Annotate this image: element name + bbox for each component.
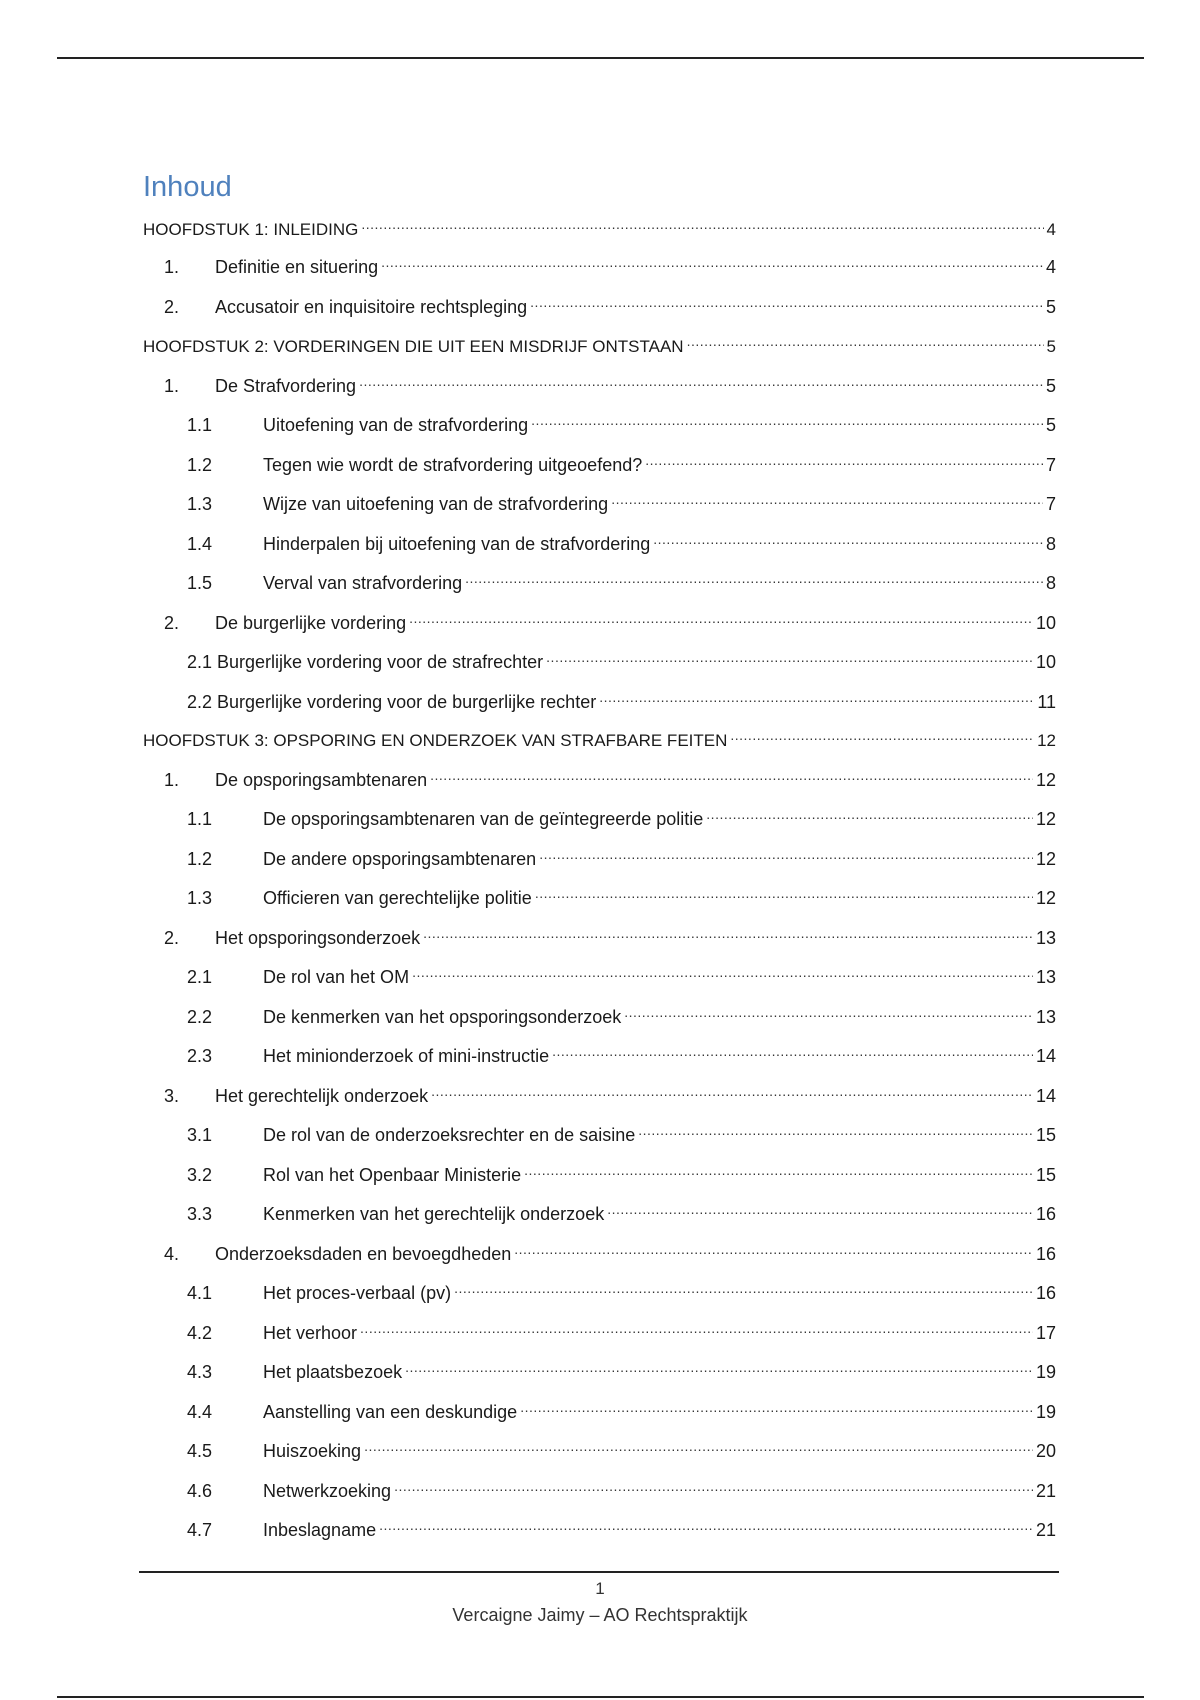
toc-title: Inhoud xyxy=(143,171,232,203)
toc-entry-page: 12 xyxy=(1035,809,1056,829)
toc-entry-page: 12 xyxy=(1035,888,1056,908)
toc-entry-title: Aanstelling van een deskundige xyxy=(263,1402,518,1422)
dot-leader xyxy=(359,370,1043,392)
toc-entry-number: 4.4 xyxy=(187,1402,213,1422)
toc-entry-title: Het proces-verbaal (pv) xyxy=(263,1283,452,1303)
dot-leader xyxy=(531,409,1043,431)
toc-entry-title: De burgerlijke vordering xyxy=(215,613,407,633)
toc-entry[interactable] xyxy=(187,1277,1056,1303)
toc-entry[interactable] xyxy=(164,291,1056,317)
dot-leader xyxy=(552,1040,1033,1062)
dot-leader xyxy=(431,1080,1033,1102)
toc-entry-page: 19 xyxy=(1035,1402,1056,1422)
toc-entry-page: 19 xyxy=(1035,1362,1056,1382)
dot-leader xyxy=(638,1119,1033,1141)
toc-entry[interactable] xyxy=(164,1238,1056,1264)
toc-entry-number: 1.2 xyxy=(187,455,213,475)
toc-entry[interactable] xyxy=(187,1317,1056,1343)
toc-entry-number: 2.2 xyxy=(187,1007,213,1027)
dot-leader xyxy=(405,1356,1033,1378)
toc-entry[interactable] xyxy=(164,370,1056,396)
toc-entry-title: De Strafvordering xyxy=(215,376,357,396)
toc-entry-title: Accusatoir en inquisitoire rechtspleging xyxy=(215,297,528,317)
toc-entry-number: 1.4 xyxy=(187,534,213,554)
dot-leader xyxy=(524,1159,1033,1181)
toc-entry-number: 3.3 xyxy=(187,1204,213,1224)
toc-entry-page: 21 xyxy=(1035,1481,1056,1501)
dot-leader xyxy=(546,646,1033,668)
toc-entry[interactable] xyxy=(187,1514,1056,1540)
toc-entry-number: 1.3 xyxy=(187,888,213,908)
toc-entry-page: 8 xyxy=(1045,534,1056,554)
toc-entry-title: HOOFDSTUK 2: VORDERINGEN DIE UIT EEN MISDRIJF ONTSTAAN xyxy=(143,337,684,356)
toc-entry-title: De kenmerken van het opsporingsonderzoek xyxy=(263,1007,622,1027)
footer-page-number: 1 xyxy=(595,1579,605,1598)
toc-entry-number: 2.3 xyxy=(187,1046,213,1066)
toc-entry[interactable] xyxy=(187,1001,1056,1027)
footer-rule xyxy=(139,1571,1059,1573)
toc-entry-number: 3. xyxy=(164,1086,180,1106)
toc-entry-page: 5 xyxy=(1045,297,1056,317)
toc-entry-page: 16 xyxy=(1035,1283,1056,1303)
toc-entry-number: 2. xyxy=(164,297,180,317)
toc-entry-page: 17 xyxy=(1035,1323,1056,1343)
toc-entry[interactable] xyxy=(187,488,1056,514)
toc-entry-chapter-2[interactable] xyxy=(143,330,1056,356)
dot-leader xyxy=(412,961,1033,983)
page-bottom-rule xyxy=(57,1696,1144,1698)
dot-leader xyxy=(611,488,1043,510)
toc-entry-number: 1. xyxy=(164,770,180,790)
toc-entry-number: 1.2 xyxy=(187,849,213,869)
dot-leader xyxy=(379,1514,1033,1536)
toc-entry-title: Huiszoeking xyxy=(263,1441,362,1461)
toc-entry-number: 1.3 xyxy=(187,494,213,514)
toc-entry[interactable] xyxy=(187,567,1056,593)
dot-leader xyxy=(454,1277,1033,1299)
toc-entry[interactable] xyxy=(187,882,1056,908)
toc-entry-title: Inbeslagname xyxy=(263,1520,377,1540)
dot-leader xyxy=(687,330,1044,352)
toc-entry-title: Netwerkzoeking xyxy=(263,1481,392,1501)
toc-entry-title: De opsporingsambtenaren van de geïntegreerde politie xyxy=(263,809,704,829)
dot-leader xyxy=(645,449,1043,471)
dot-leader xyxy=(465,567,1043,589)
toc-entry-page: 11 xyxy=(1037,692,1056,712)
toc-entry-page: 13 xyxy=(1035,928,1056,948)
toc-entry[interactable] xyxy=(164,1080,1056,1106)
toc-entry-number: 1.1 xyxy=(187,809,213,829)
toc-entry-number: 4. xyxy=(164,1244,180,1264)
toc-entry-title: Het plaatsbezoek xyxy=(263,1362,403,1382)
toc-entry-title: De opsporingsambtenaren xyxy=(215,770,428,790)
toc-entry-page: 5 xyxy=(1045,376,1056,396)
toc-entry-number: 2. xyxy=(164,928,180,948)
toc-entry-number: 4.6 xyxy=(187,1481,213,1501)
dot-leader xyxy=(706,803,1033,825)
toc-entry-page: 4 xyxy=(1046,220,1056,239)
toc-entry-title: De andere opsporingsambtenaren xyxy=(263,849,537,869)
dot-leader xyxy=(364,1435,1033,1457)
toc-entry-title: Uitoefening van de strafvordering xyxy=(263,415,529,435)
toc-entry-title: Het gerechtelijk onderzoek xyxy=(215,1086,429,1106)
dot-leader xyxy=(653,528,1043,550)
toc-entry[interactable] xyxy=(187,843,1056,869)
toc-entry-page: 13 xyxy=(1035,967,1056,987)
toc-entry[interactable] xyxy=(187,1475,1056,1501)
toc-entry-title: Het opsporingsonderzoek xyxy=(215,928,421,948)
toc-entry-page: 16 xyxy=(1035,1244,1056,1264)
toc-entry-page: 8 xyxy=(1045,573,1056,593)
toc-entry-page: 10 xyxy=(1035,613,1056,633)
toc-entry-title: Tegen wie wordt de strafvordering uitgeoefend? xyxy=(263,455,643,475)
toc-entry-title: Hinderpalen bij uitoefening van de strafvordering xyxy=(263,534,651,554)
toc-entry-number: 3.2 xyxy=(187,1165,213,1185)
toc-entry[interactable] xyxy=(187,409,1056,435)
toc-entry-title: Onderzoeksdaden en bevoegdheden xyxy=(215,1244,512,1264)
toc-entry-title: HOOFDSTUK 1: INLEIDING xyxy=(143,220,359,239)
dot-leader xyxy=(535,882,1033,904)
toc-entry-page: 13 xyxy=(1035,1007,1056,1027)
toc-entry[interactable] xyxy=(187,1435,1056,1461)
toc-entry-number: 1. xyxy=(164,376,180,396)
toc-entry-title: 2.2 Burgerlijke vordering voor de burgerlijke rechter xyxy=(187,692,597,712)
toc-entry-number: 1.1 xyxy=(187,415,213,435)
toc-entry-number: 4.5 xyxy=(187,1441,213,1461)
toc-entry-chapter-1[interactable] xyxy=(143,213,1056,239)
toc-entry-page: 10 xyxy=(1035,652,1056,672)
toc-entry-page: 12 xyxy=(1037,731,1056,750)
toc-entry[interactable] xyxy=(187,961,1056,987)
toc-entry-page: 21 xyxy=(1035,1520,1056,1540)
toc-entry-number: 4.7 xyxy=(187,1520,213,1540)
toc-entry-page: 15 xyxy=(1035,1125,1056,1145)
dot-leader xyxy=(409,607,1033,629)
toc-entry-page: 7 xyxy=(1045,494,1056,514)
toc-entry-page: 5 xyxy=(1046,337,1056,356)
toc-entry[interactable] xyxy=(187,1356,1056,1382)
toc-entry[interactable] xyxy=(187,528,1056,554)
toc-entry[interactable] xyxy=(187,686,1056,712)
toc-entry-page: 12 xyxy=(1035,770,1056,790)
footer-author-course: Vercaigne Jaimy – AO Rechtspraktijk xyxy=(452,1605,748,1625)
toc-entry-title: 2.1 Burgerlijke vordering voor de strafrechter xyxy=(187,652,544,672)
toc-entry[interactable] xyxy=(187,1396,1056,1422)
dot-leader xyxy=(520,1396,1033,1418)
toc-entry-number: 3.1 xyxy=(187,1125,213,1145)
toc-entry-number: 1.5 xyxy=(187,573,213,593)
toc-entry[interactable] xyxy=(187,1119,1056,1145)
dot-leader xyxy=(539,843,1033,865)
toc-entry-number: 1. xyxy=(164,257,180,277)
toc-entry[interactable] xyxy=(187,803,1056,829)
dot-leader xyxy=(624,1001,1033,1023)
toc-entry[interactable] xyxy=(164,922,1056,948)
toc-entry-page: 16 xyxy=(1035,1204,1056,1224)
dot-leader xyxy=(361,213,1043,235)
toc-entry[interactable] xyxy=(187,1040,1056,1066)
dot-leader xyxy=(394,1475,1033,1497)
toc-entry[interactable] xyxy=(187,646,1056,672)
toc-entry-number: 4.2 xyxy=(187,1323,213,1343)
toc-entry-title: Verval van strafvordering xyxy=(263,573,463,593)
dot-leader xyxy=(360,1317,1033,1339)
toc-entry[interactable] xyxy=(164,251,1056,277)
toc-entry-chapter-3[interactable] xyxy=(143,724,1056,750)
toc-entry[interactable] xyxy=(187,449,1056,475)
toc-entry-title: Het verhoor xyxy=(263,1323,358,1343)
dot-leader xyxy=(730,724,1034,746)
toc-entry-page: 7 xyxy=(1045,455,1056,475)
toc-entry[interactable] xyxy=(164,764,1056,790)
toc-entry[interactable] xyxy=(187,1198,1056,1224)
toc-entry-page: 4 xyxy=(1045,257,1056,277)
dot-leader xyxy=(607,1198,1033,1220)
toc-entry-page: 14 xyxy=(1035,1046,1056,1066)
toc-entry-number: 4.1 xyxy=(187,1283,213,1303)
toc-entry-page: 12 xyxy=(1035,849,1056,869)
toc-entry[interactable] xyxy=(187,1159,1056,1185)
toc-entry[interactable] xyxy=(164,607,1056,633)
toc-entry-title: Officieren van gerechtelijke politie xyxy=(263,888,532,908)
dot-leader xyxy=(430,764,1033,786)
toc-entry-page: 20 xyxy=(1035,1441,1056,1461)
toc-entry-title: De rol van het OM xyxy=(263,967,410,987)
dot-leader xyxy=(423,922,1033,944)
dot-leader xyxy=(599,686,1034,708)
toc-entry-title: Kenmerken van het gerechtelijk onderzoek xyxy=(263,1204,605,1224)
toc-entry-title: HOOFDSTUK 3: OPSPORING EN ONDERZOEK VAN STRAFBARE FEITEN xyxy=(143,731,728,750)
toc-entry-title: Rol van het Openbaar Ministerie xyxy=(263,1165,522,1185)
dot-leader xyxy=(530,291,1043,313)
toc-entry-page: 14 xyxy=(1035,1086,1056,1106)
toc-entry-number: 2.1 xyxy=(187,967,213,987)
toc-entry-title: De rol van de onderzoeksrechter en de saisine xyxy=(263,1125,636,1145)
toc-entry-title: Wijze van uitoefening van de strafvordering xyxy=(263,494,609,514)
toc-entry-title: Definitie en situering xyxy=(215,257,379,277)
toc-entry-number: 4.3 xyxy=(187,1362,213,1382)
toc-entry-page: 15 xyxy=(1035,1165,1056,1185)
toc-entry-title: Het minionderzoek of mini-instructie xyxy=(263,1046,550,1066)
dot-leader xyxy=(381,251,1043,273)
toc-entry-number: 2. xyxy=(164,613,180,633)
dot-leader xyxy=(514,1238,1033,1260)
toc-entry-page: 5 xyxy=(1045,415,1056,435)
